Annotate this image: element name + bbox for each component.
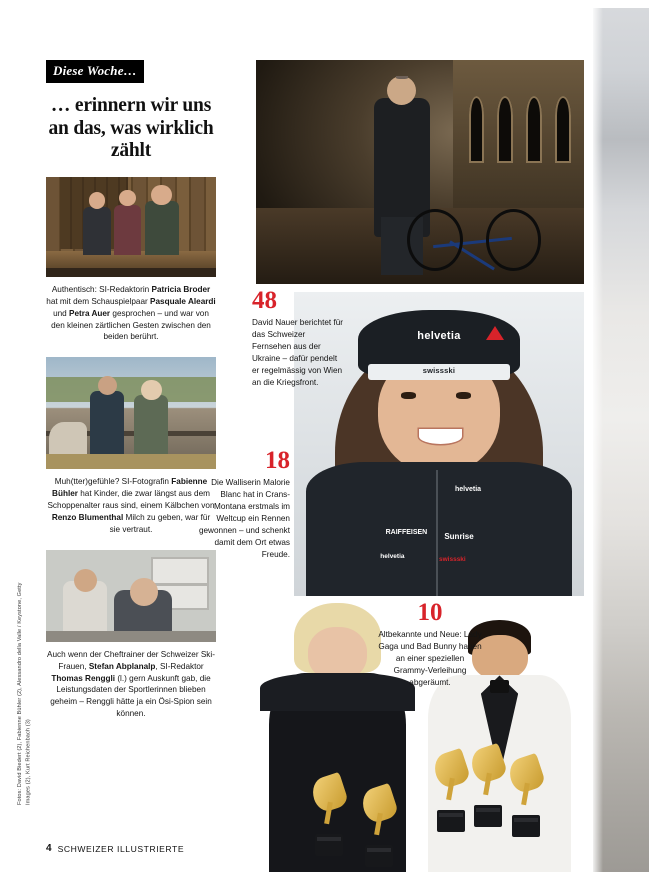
jacket-mark-4: helvetia (380, 553, 405, 561)
beanie-band-label: swissski (422, 365, 456, 375)
photo-caption-bench: Authentisch: SI-Redaktorin Patricia Broder hat mit dem Schauspielpaar Pasquale Aleardi und Petra Auer gesprochen – und war von den kleinen zärtlichen Gesten zwischen den beiden berührt. (46, 284, 216, 342)
photo-caption-barn: Muh(tter)gefühle? SI-Fotografin Fabienne Bühler hat Kinder, die zwar längst aus dem Schoppenalter raus sind, einem Kälbchen von Renzo Blumenthal Milch zu geben, war für sie vertraut. (47, 477, 215, 534)
left-column (46, 60, 216, 734)
blurb-page-10 (378, 600, 482, 689)
blurb-number: 18 (265, 447, 290, 474)
photo-calf-feeding (46, 357, 216, 469)
magazine-name: SCHWEIZER ILLUSTRIERTE (57, 843, 185, 854)
page-number: 4 (46, 843, 52, 854)
helvetia-triangle-icon (486, 326, 504, 340)
photo-actor-couple-with-editor (46, 177, 216, 277)
photo-credits: Fotos: David Biedert (2), Fabienne Bühler (2), Alessandro della Valle / Keystone, Getty Images (2), Kurt Reichenbach (3) (17, 582, 32, 805)
grammy-trophy-icon (309, 776, 349, 856)
blurb-text: Altbekannte und Neue: Lady Gaga und Bad Bunny haben an einer speziellen Grammy-Verleihung abgeräumt. (378, 630, 482, 687)
photo-interview-two-men (46, 550, 216, 642)
section-kicker: Diese Woche… (46, 60, 144, 83)
grammy-trophy-icon (468, 747, 508, 827)
blurb-page-18 (196, 448, 290, 561)
page-footer (46, 843, 184, 854)
blurb-number: 10 (417, 599, 443, 626)
beanie-brand-label: helvetia (417, 330, 461, 343)
jacket-mark-1: helvetia (455, 486, 482, 494)
background-photo-strip (593, 0, 649, 872)
grammy-trophy-icon (506, 757, 546, 837)
grammy-trophy-icon (431, 752, 471, 832)
blurb-page-48 (252, 288, 344, 389)
blurb-number: 48 (252, 287, 277, 314)
jacket-mark-3: Sunrise (444, 531, 474, 541)
jacket-mark-2: RAIFFEISEN (385, 529, 428, 537)
photo-reporter-with-bicycle (256, 60, 584, 284)
photo-caption-interview: Auch wenn der Cheftrainer der Schweizer Ski-Frauen, Stefan Abplanalp, SI-Redaktor Thomas Renggli (l.) gern Auskunft gab, die Leistungsdaten der Sportlerinnen blieben geheim – Renggli hätte ja ein Ösi-Spion sein können. (47, 649, 215, 719)
grammy-trophy-icon (359, 787, 399, 867)
blurb-text: David Nauer berichtet für das Schweizer Fernsehen aus der Ukraine – dafür pendelt er regelmässig von Wien an die Kriegsfront. (252, 318, 344, 387)
page-top-margin (593, 0, 649, 8)
page-title: … erinnern wir uns an das, was wirklich zählt (48, 95, 214, 162)
jacket-mark-5: swissski (438, 555, 466, 563)
blurb-text: Die Walliserin Malorie Blanc hat in Crans-Montana erstmals im Weltcup ein Rennen gewonnen – und schenkt damit dem Ort etwas Freude. (198, 478, 290, 559)
